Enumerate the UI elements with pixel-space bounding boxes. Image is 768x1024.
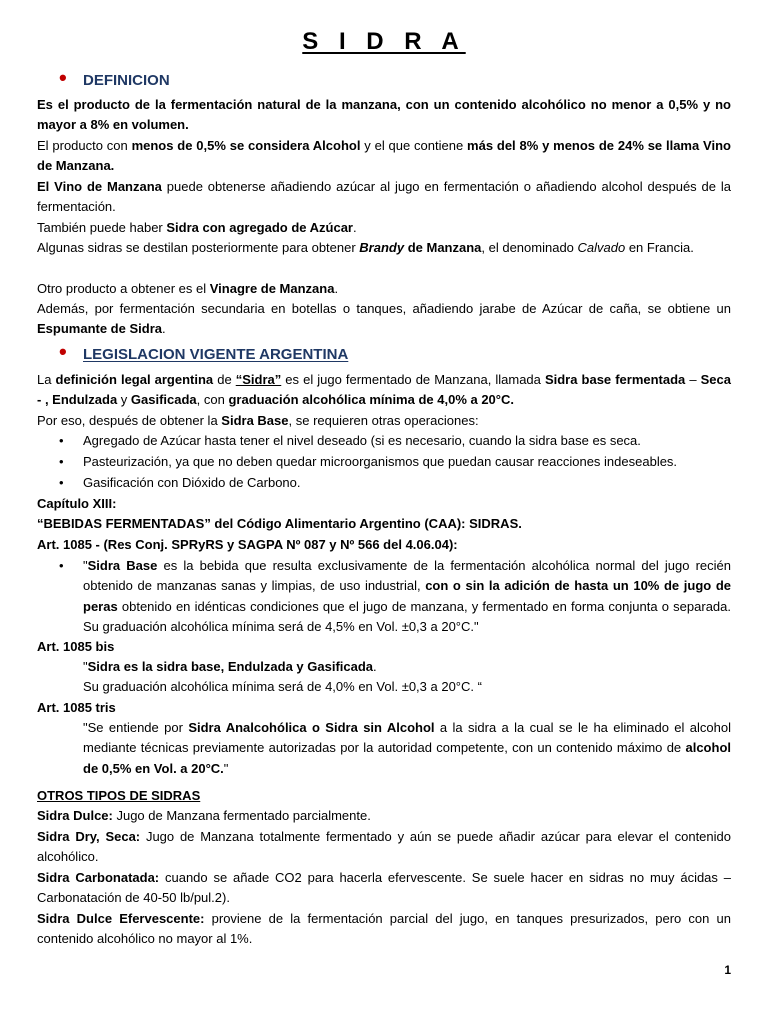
list-item: • Gasificación con Dióxido de Carbono. — [59, 473, 731, 493]
subheading: OTROS TIPOS DE SIDRAS — [37, 788, 201, 803]
bullet-icon: • — [59, 558, 64, 573]
paragraph: También puede haber Sidra con agregado de Azúcar. — [37, 220, 357, 235]
paragraph: La definición legal argentina de “Sidra” es el jugo fermentado de Manzana, llamada Sidra base fermentada – Seca - , Endulzada y Gasificada, con graduación alcohólica mínima de 4,0% a 20°C. — [37, 372, 731, 408]
paragraph: Art. 1085 - (Res Conj. SPRyRS y SAGPA Nº 087 y Nº 566 del 4.06.04): — [37, 537, 458, 552]
section-title: DEFINICION — [83, 72, 170, 89]
paragraph: El producto con menos de 0,5% se considera Alcohol y el que contiene más del 8% y menos de 24% se llama Vino de Manzana. — [37, 138, 731, 174]
bullet-icon: • — [59, 65, 67, 90]
bullet-icon: • — [59, 433, 64, 448]
paragraph: El Vino de Manzana puede obtenerse añadiendo azúcar al jugo en fermentación o añadiendo alcohol después de la fermentación. — [37, 179, 731, 215]
paragraph: Otro producto a obtener es el Vinagre de Manzana. — [37, 281, 339, 296]
paragraph: "Sidra es la sidra base, Endulzada y Gasificada. — [83, 659, 377, 674]
bullet-icon: • — [59, 454, 64, 469]
paragraph: Sidra Carbonatada: cuando se añade CO2 para hacerla efervescente. Se suele hacer en sidras no muy ácidas – Carbonatación de 40-50 lb/pul.2). — [37, 870, 731, 906]
paragraph: Art. 1085 tris — [37, 700, 116, 715]
paragraph: Algunas sidras se destilan posteriormente para obtener Brandy de Manzana, el denominado Calvado en Francia. — [37, 240, 694, 255]
paragraph: Art. 1085 bis — [37, 639, 115, 654]
paragraph: Es el producto de la fermentación natural de la manzana, con un contenido alcohólico no menor a 0,5% y no mayor a 8% en volumen. — [37, 97, 731, 133]
paragraph: Además, por fermentación secundaria en botellas o tanques, añadiendo jarabe de Azúcar de caña, se obtiene un Espumante de Sidra. — [37, 301, 731, 337]
paragraph: Sidra Dulce Efervescente: proviene de la fermentación parcial del jugo, en tanques presurizados, pero con un contenido alcohólico no mayor al 1%. — [37, 911, 731, 947]
list-item: • Pasteurización, ya que no deben quedar microorganismos que puedan causar reacciones indeseables. — [59, 452, 731, 472]
list-item: • Agregado de Azúcar hasta tener el nivel deseado (si es necesario, cuando la sidra base es seca. — [59, 431, 731, 451]
paragraph: Sidra Dry, Seca: Jugo de Manzana totalmente fermentado y aún se puede añadir azúcar para elevar el contenido alcohólico. — [37, 829, 731, 865]
paragraph: "Se entiende por Sidra Analcohólica o Sidra sin Alcohol a la sidra a la cual se le ha eliminado el alcohol mediante técnicas previamente autorizadas por la autoridad competente, con un contenido máximo de alcohol de 0,5% en Vol. a 20°C." — [83, 720, 731, 776]
title-text: S I D R A — [302, 28, 466, 55]
bullet-icon: • — [59, 339, 67, 364]
paragraph: Su graduación alcohólica mínima será de 4,0% en Vol. ±0,3 a 20°C. “ — [83, 679, 482, 694]
section-title: LEGISLACION VIGENTE ARGENTINA — [83, 346, 349, 363]
page-title — [37, 28, 731, 56]
paragraph: Capítulo XIII: — [37, 496, 117, 511]
list-item: • "Sidra Base es la bebida que resulta exclusivamente de la fermentación alcohólica normal del jugo recién obtenido de manzanas sanas y limpias, de uso industrial, con o sin la adición de hasta un 10% de jugo de peras obtenido en idénticas condiciones que el jugo de manzana, y fermentado en forma conjunta o separada. Su graduación alcohólica mínima será de 4,5% en Vol. ±0,3 a 20°C." — [59, 558, 732, 635]
bullet-icon: • — [59, 475, 64, 490]
paragraph: “BEBIDAS FERMENTADAS” del Código Alimentario Argentino (CAA): SIDRAS. — [37, 516, 522, 531]
section-heading-legislacion — [59, 339, 349, 364]
section-heading-definicion — [59, 65, 170, 90]
page-number: 1 — [724, 963, 731, 977]
paragraph: Por eso, después de obtener la Sidra Base, se requieren otras operaciones: — [37, 413, 479, 428]
paragraph: Sidra Dulce: Jugo de Manzana fermentado parcialmente. — [37, 808, 371, 823]
